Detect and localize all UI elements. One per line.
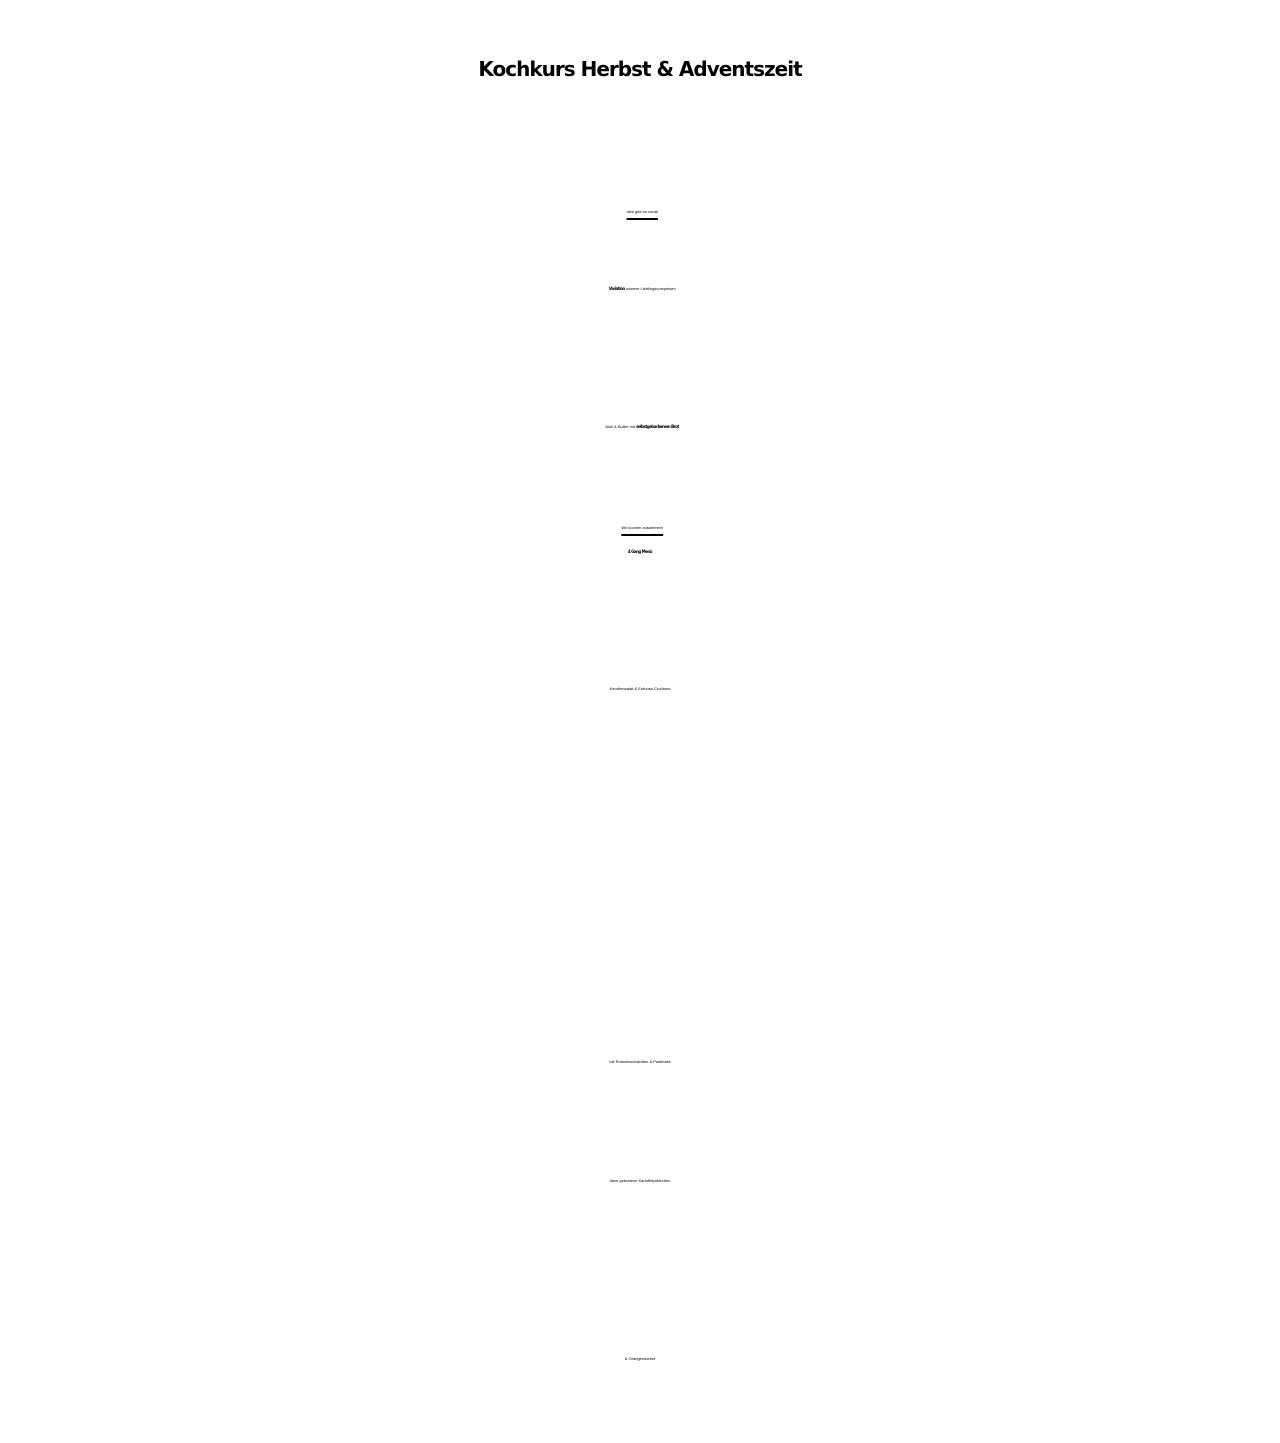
course-separator-3 <box>0 1213 1280 1253</box>
page-title: Kochkurs Herbst & Adventszeit <box>478 57 802 81</box>
course3-line1 <box>0 971 1280 1027</box>
intro-line1-regular: unserer Lieblingsvorspeisen <box>624 286 676 291</box>
course-separator-2 <box>0 912 1280 952</box>
course1-line2: Karottensalat & Erdnuss-Croûtons <box>609 686 671 691</box>
course4-line2: & Orangensorbet <box>624 1356 656 1361</box>
intro-separator <box>0 285 1280 325</box>
course3-line4: dazu gebratene Kartoffelplätzchen <box>609 1178 671 1183</box>
menu-heading-text: Wir kochen zusammen! <box>621 525 664 530</box>
intro-heading-text: dies gibt es vorab <box>626 209 658 214</box>
intro-line2-regular: Aioli & Butter mit <box>605 424 637 429</box>
course3-line2: mit Rotweinschalotten & Pastinake <box>609 1059 671 1064</box>
intro-line2-bold: selbstgebackenem Brot <box>636 424 679 429</box>
menu-subheading: 4 Gang Menü <box>627 549 653 554</box>
course-separator-1 <box>0 724 1280 764</box>
intro-line1-bold: Variation <box>608 286 625 291</box>
